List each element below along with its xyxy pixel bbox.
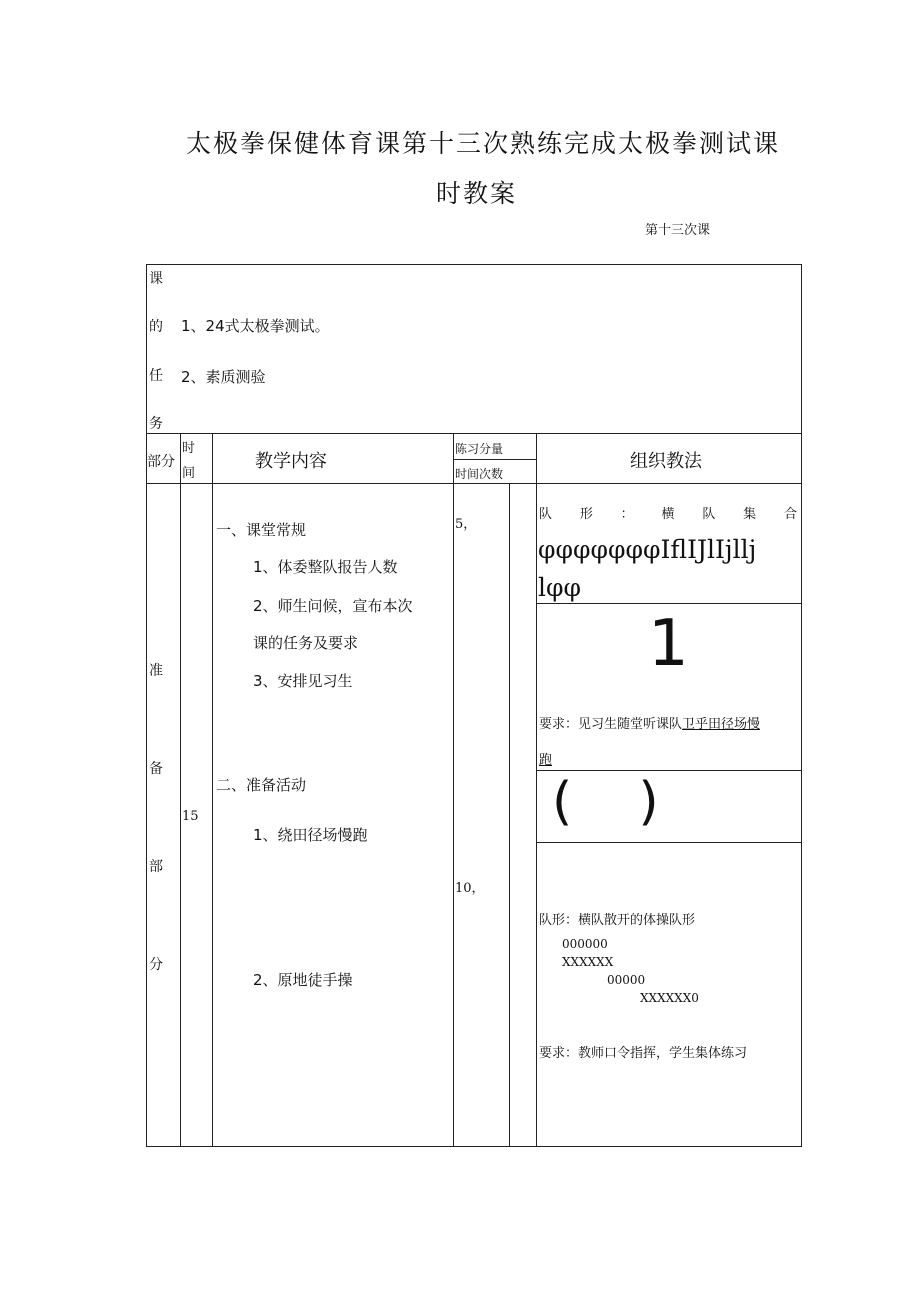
requirement-text: 要求：见习生随堂听课队 xyxy=(539,717,683,732)
requirement2-text: 要求：教师口令指挥，学生集体练习 xyxy=(539,1046,748,1061)
requirement-line xyxy=(539,713,760,732)
page-title-line2: 时教案 xyxy=(436,179,518,208)
warmup-heading: 二、准备活动 xyxy=(216,776,307,794)
header-method: 组织教法 xyxy=(630,451,702,472)
page-title-line1: 太极拳保健体育课第十三次熟练完成太极拳测试课 xyxy=(186,129,781,158)
requirement-text-underlined: 跑 xyxy=(539,753,553,768)
routine-heading: 一、课堂常规 xyxy=(216,521,307,539)
routine-item: 2、师生问候，宣布本次 xyxy=(253,597,413,615)
task-label-char: 任 xyxy=(149,368,163,384)
task-item: 2、素质测验 xyxy=(181,368,266,386)
pattern-row: 000000 xyxy=(562,937,608,951)
header-practice-amount: 陈习分量 xyxy=(455,442,504,456)
header-time-1: 时 xyxy=(182,441,196,456)
lesson-number: 第十三次课 xyxy=(645,223,711,238)
formation-char: 合 xyxy=(783,507,797,522)
prep-label-char: 分 xyxy=(149,957,163,973)
pattern-row: XXXXXX0 xyxy=(640,991,699,1005)
header-time-2: 间 xyxy=(182,466,196,481)
prep-label-char: 部 xyxy=(149,859,163,875)
amount-value: 10， xyxy=(455,881,485,896)
parenthesis-mark: ( ) xyxy=(552,772,659,832)
formation-symbols-line2: lφφ xyxy=(538,573,582,602)
amount-value: 5， xyxy=(455,517,477,532)
formation-char: ： xyxy=(620,507,634,522)
header-part: 部分 xyxy=(147,454,175,470)
prep-time: 15 xyxy=(182,809,199,824)
formation-label xyxy=(539,503,797,522)
formation-symbols-line1: φφφφφφφIflIJlIjllj xyxy=(538,535,757,564)
pattern-row: XXXXXX xyxy=(562,955,614,969)
big-number: 1 xyxy=(648,607,689,681)
task-label-char: 的 xyxy=(149,319,163,335)
formation-char: 集 xyxy=(743,507,757,522)
pattern-row: 00000 xyxy=(607,973,646,987)
formation-char: 形 xyxy=(579,507,593,522)
warmup-item: 1、绕田径场慢跑 xyxy=(253,826,368,844)
warmup-item: 2、原地徒手操 xyxy=(253,971,353,989)
requirement-text-underlined: 卫乎田径场慢 xyxy=(682,717,761,732)
header-content: 教学内容 xyxy=(255,451,327,472)
formation-char: 横 xyxy=(661,507,675,522)
task-label-char: 课 xyxy=(149,271,163,287)
formation-char: 队 xyxy=(539,507,553,522)
task-item: 1、24式太极拳测试。 xyxy=(181,317,330,335)
routine-item: 1、体委整队报告人数 xyxy=(253,558,398,576)
prep-label-char: 准 xyxy=(149,663,163,679)
formation-char: 队 xyxy=(702,507,716,522)
task-label-char: 务 xyxy=(149,416,163,432)
routine-item: 课的任务及要求 xyxy=(253,634,359,652)
routine-item: 3、安排见习生 xyxy=(253,672,353,690)
prep-label-char: 备 xyxy=(149,761,163,777)
formation2-text: 队形：横队散开的体操队形 xyxy=(539,913,696,928)
header-time-count: 时间次数 xyxy=(455,467,504,481)
